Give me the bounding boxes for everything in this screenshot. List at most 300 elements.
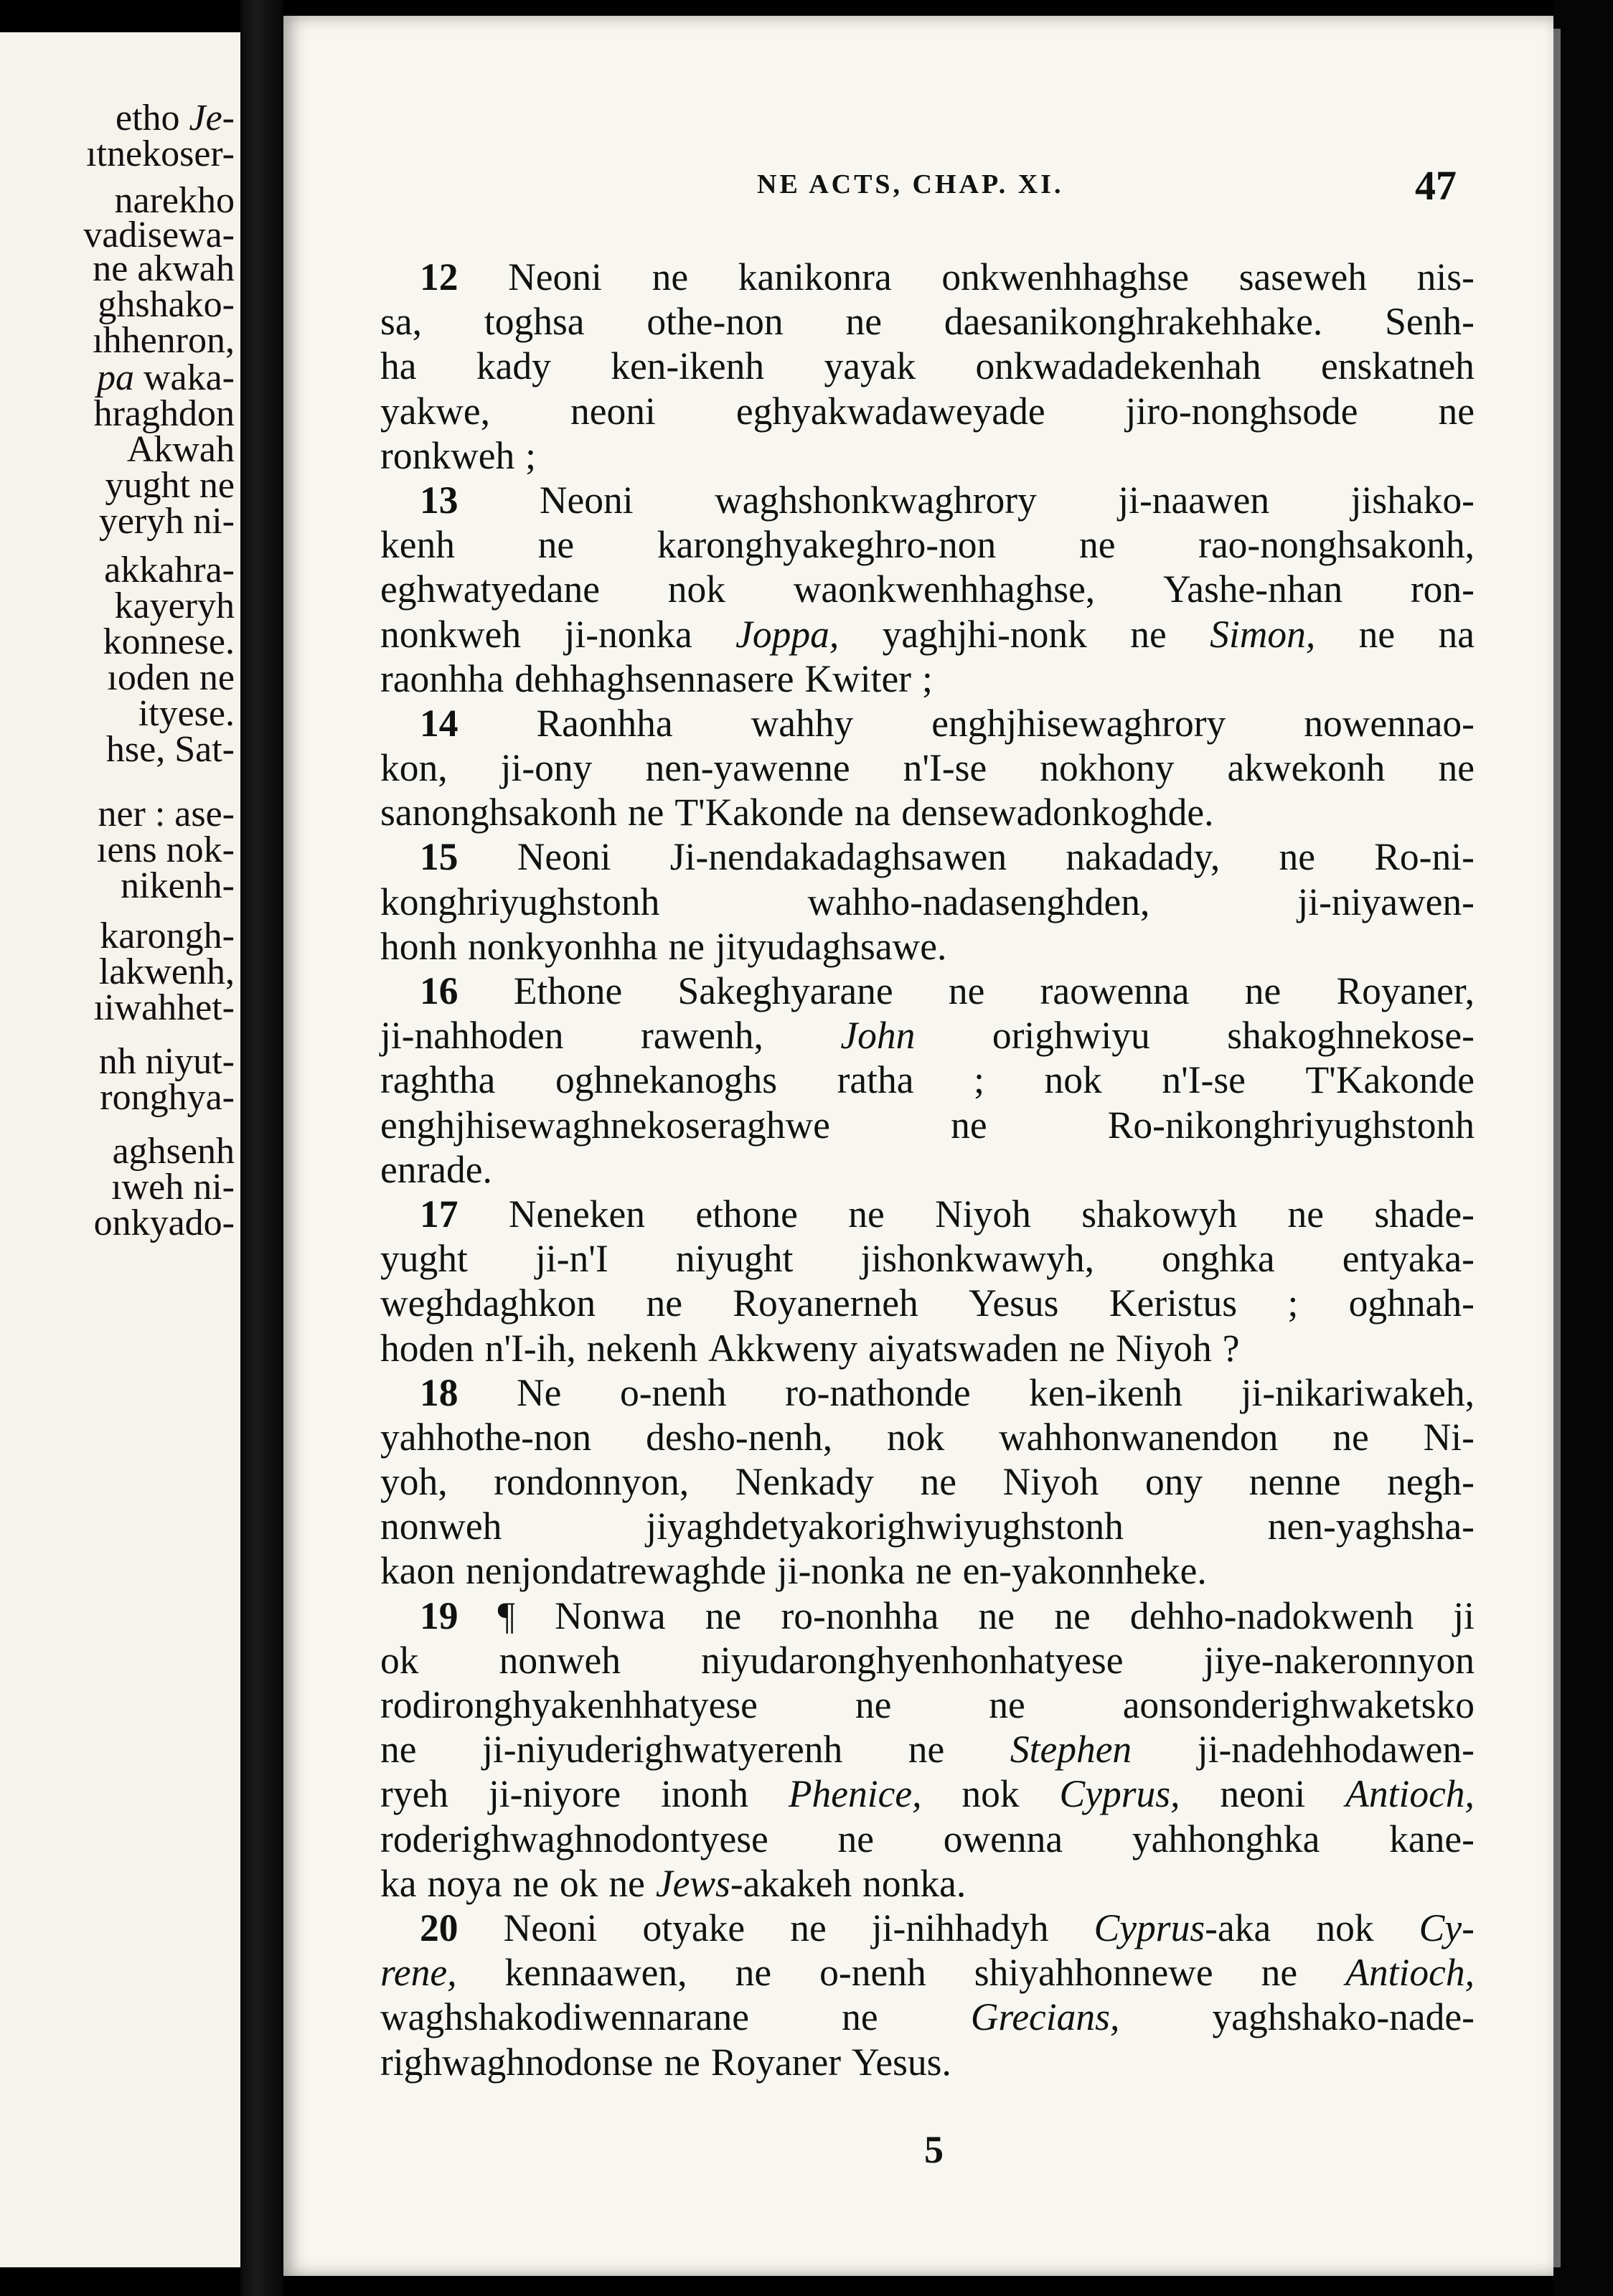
word: onghka (1162, 1237, 1275, 1281)
word: Neoni (508, 255, 602, 298)
word: ne (1244, 969, 1282, 1012)
word: wahhonwanendon (999, 1415, 1279, 1459)
word: Sakeghyarane (677, 969, 893, 1012)
word: dehhaghsennasere (514, 657, 794, 700)
word: nonkweh (380, 612, 522, 656)
word: densewadonkoghde. (901, 791, 1214, 834)
left-page-fragment: konnese. (103, 621, 235, 662)
word: ne (1438, 389, 1475, 433)
text-line (380, 834, 1475, 879)
word: enrade. (380, 1147, 492, 1191)
word: jityudaghsawe. (715, 924, 947, 968)
left-page-fragment: lakwenh, (98, 951, 235, 992)
word: ne (1068, 1326, 1106, 1370)
word: ji-naawen (1118, 478, 1270, 522)
word: ne (1438, 746, 1475, 790)
word: nonweh (499, 1638, 621, 1682)
word: nenjondatrewaghde (465, 1549, 766, 1593)
word: ji-niyore (488, 1772, 621, 1816)
text-line (380, 1861, 1475, 1906)
word: Royaner, (1336, 969, 1475, 1012)
word: ne (948, 969, 985, 1012)
word: othe-non (646, 300, 784, 344)
text-line (380, 389, 1475, 433)
word: shakowyh (1081, 1192, 1238, 1236)
left-page-fragment: ityese. (138, 693, 235, 734)
text-line (380, 1281, 1475, 1325)
word: ji-nahhoden (380, 1014, 564, 1058)
word: ne (845, 300, 882, 344)
word: niyught (675, 1237, 794, 1281)
left-page-fragment: hse, Sat- (105, 729, 235, 770)
word: raonhha (380, 657, 504, 700)
text-line (380, 1370, 1475, 1415)
word: weghdaghkon (380, 1281, 596, 1325)
word: Senh- (1385, 300, 1475, 344)
word: wahhy (751, 701, 854, 745)
page-edge (1553, 0, 1613, 2296)
word: waonkwenhhaghse, (793, 568, 1096, 611)
word: ne (1358, 612, 1396, 656)
word: sa, (380, 300, 422, 344)
word: owenna (943, 1817, 1063, 1860)
word: kon, (380, 746, 448, 790)
word: Royanerneh (733, 1281, 918, 1325)
word: niyudaronghyenhonhatyese (701, 1638, 1124, 1682)
word: jiyaghdetyakorighwiyughstonh (646, 1505, 1124, 1548)
word: Keristus (1109, 1281, 1238, 1325)
word: Cy- (1419, 1906, 1475, 1949)
left-page-fragment: yeryh ni- (98, 501, 235, 542)
text-line (380, 567, 1475, 611)
word: ? (1222, 1326, 1240, 1370)
word: ratha (837, 1058, 914, 1102)
word: Phenice, (788, 1772, 922, 1816)
text-line (380, 344, 1475, 388)
word: yoh, (380, 1460, 448, 1504)
text-line (380, 1950, 1475, 1995)
word: kane- (1389, 1817, 1475, 1860)
word: jishako- (1350, 478, 1475, 522)
word: Antioch, (1345, 1951, 1475, 1995)
word: ne (646, 1281, 682, 1325)
word: enghjhisewaghrory (931, 701, 1226, 745)
word: raghtha (380, 1058, 496, 1102)
left-page-fragment: ghshako- (98, 284, 235, 325)
word: kanikonra (738, 255, 892, 298)
word: rondonnyon, (494, 1460, 690, 1504)
word: ; (921, 657, 933, 700)
word: onkwenhhaghse (941, 255, 1190, 298)
left-page-fragment: ıhhenron, (93, 320, 235, 361)
word: nekenh (586, 1326, 698, 1370)
word: ok (559, 1861, 598, 1905)
word: neoni (570, 389, 656, 433)
word: na (854, 791, 891, 834)
text-line (380, 790, 1475, 834)
word: en-yakonnheke. (962, 1549, 1207, 1593)
left-page-fragment: ıweh ni- (111, 1167, 235, 1208)
word: ji-n'I (535, 1237, 608, 1281)
text-line (380, 880, 1475, 924)
left-page-fragment: narekho (114, 180, 235, 221)
word: yahhonghka (1132, 1817, 1320, 1860)
word: ne (837, 1817, 875, 1860)
text-line (380, 433, 1475, 478)
word: 17 (420, 1192, 458, 1236)
word: nok (1316, 1906, 1374, 1949)
word: ne (652, 255, 689, 298)
left-page-fragment: ıiwahhet- (93, 987, 235, 1028)
word: ne (1130, 612, 1167, 656)
word: 15 (420, 835, 458, 879)
word: shakoghnekose- (1227, 1014, 1475, 1058)
word: sanonghsakonh (380, 791, 617, 834)
word: ji-nihhadyh (871, 1906, 1049, 1949)
word: Cyprus, (1059, 1772, 1180, 1816)
text-line (380, 2040, 1475, 2084)
word: yaghjhi-nonk (882, 612, 1087, 656)
book-gutter (240, 0, 283, 2296)
text-line (380, 1548, 1475, 1593)
word: Joppa, (735, 612, 840, 656)
word: otyake (642, 1906, 746, 1949)
word: kady (476, 344, 551, 388)
word: 19 (420, 1594, 458, 1637)
word: shade- (1374, 1192, 1475, 1236)
word: negh- (1387, 1460, 1475, 1504)
word: 14 (420, 701, 458, 745)
left-page-fragment: karongh- (100, 916, 235, 956)
word: ne (978, 1594, 1015, 1637)
word: jishonkwawyh, (860, 1237, 1094, 1281)
word: ; (525, 433, 537, 477)
word: yayak (824, 344, 916, 388)
word: ron- (1410, 568, 1475, 611)
word: konghriyughstonh (380, 880, 660, 923)
word: rawenh, (641, 1014, 763, 1058)
word: aiyatswaden (868, 1326, 1058, 1370)
word: ne (735, 1951, 772, 1995)
left-page-fragment: nh niyut- (98, 1041, 235, 1082)
word: nen-yaghsha- (1267, 1505, 1475, 1548)
word: eghyakwadaweyade (735, 389, 1045, 433)
word: rodironghyakenhhatyese (380, 1683, 758, 1726)
left-page-fragment: etho Je- (115, 98, 235, 138)
word: ken-ikenh (1029, 1370, 1183, 1414)
word: ; (1287, 1281, 1299, 1325)
word: ne (668, 924, 705, 968)
text-line (380, 1103, 1475, 1147)
word: Ro-ni- (1374, 835, 1475, 879)
word: neoni (1220, 1772, 1306, 1816)
word: yaghshako-nade- (1212, 1995, 1475, 2039)
text-line (380, 255, 1475, 299)
word: Niyoh (1116, 1326, 1212, 1370)
word: nenne (1248, 1460, 1341, 1504)
word: nok (886, 1415, 945, 1459)
word: nonka. (862, 1861, 967, 1905)
word: nowennao- (1304, 701, 1475, 745)
word: ken-ikenh (611, 344, 765, 388)
word: ne (608, 1861, 645, 1905)
word: ro-nonhha (781, 1594, 939, 1637)
word: Antioch, (1345, 1772, 1475, 1816)
word: o-nenh (619, 1370, 727, 1414)
left-page-fragment: aghsenh (112, 1131, 235, 1172)
text-line (380, 657, 1475, 701)
signature-mark: 5 (924, 2128, 944, 2171)
word: ne (512, 1861, 549, 1905)
left-page-fragment: ıens nok- (96, 829, 235, 870)
word: Ethone (513, 969, 623, 1012)
word: ne (848, 1192, 885, 1236)
word: nen-yawenne (645, 746, 850, 790)
word: ka (380, 1861, 417, 1905)
word: ne (380, 1728, 417, 1772)
word: Neneken (508, 1192, 645, 1236)
text-line (380, 1147, 1475, 1192)
text-line (380, 1236, 1475, 1281)
word: 13 (420, 478, 458, 522)
word: Raonhha (536, 701, 673, 745)
text-line (380, 1192, 1475, 1236)
word: ji-nonka (564, 612, 692, 656)
text-line (380, 1594, 1475, 1638)
word: ne (916, 1549, 952, 1593)
word: Ne (517, 1370, 562, 1414)
word: shiyahhonnewe (974, 1951, 1213, 1995)
word: aonsonderighwaketsko (1122, 1683, 1475, 1726)
word: saseweh (1238, 255, 1367, 298)
page-number: 47 (1415, 162, 1457, 209)
left-page-fragment: Akwah (126, 429, 235, 470)
word: Neoni (517, 835, 611, 879)
word: T'Kakonde (674, 791, 844, 834)
word: ji (1453, 1594, 1475, 1637)
word: ne (1078, 523, 1116, 567)
word: ha (380, 344, 417, 388)
word: n'I-ih, (484, 1326, 576, 1370)
word: Nenkady (735, 1460, 874, 1504)
word: John (840, 1014, 916, 1058)
word: nonkyonhha (467, 924, 658, 968)
word: n'I-se (1162, 1058, 1246, 1102)
word: kennaawen, (504, 1951, 687, 1995)
left-page-fragment: ne akwah (93, 248, 235, 289)
word: ony (1144, 1460, 1203, 1504)
text-line (380, 745, 1475, 790)
word: ji-nikariwakeh, (1241, 1370, 1475, 1414)
word: ok (380, 1638, 419, 1682)
left-page-fragment: ıtnekoser- (86, 133, 235, 174)
word: raowenna (1040, 969, 1190, 1012)
word: ne (537, 523, 575, 567)
left-page-fragment: nikenh- (121, 865, 235, 906)
word: nok (961, 1772, 1020, 1816)
left-page-fragment: ner : ase- (98, 794, 235, 834)
left-page-fragment: akkahra- (104, 550, 235, 591)
word: ne (1054, 1594, 1091, 1637)
text-line (380, 478, 1475, 522)
word: enskatneh (1321, 344, 1475, 388)
word: ji-niyuderighwatyerenh (482, 1728, 843, 1772)
word: Yesus (969, 1281, 1059, 1325)
text-line (380, 612, 1475, 657)
word: Kwiter (804, 657, 911, 700)
text-line (380, 701, 1475, 745)
word: enghjhisewaghnekoseraghwe (380, 1103, 830, 1147)
word: hoden (380, 1326, 474, 1370)
word: ¶ (497, 1594, 515, 1637)
word: o-nenh (819, 1951, 926, 1995)
word: Royaner (710, 2040, 842, 2084)
word: yahhothe-non (380, 1415, 592, 1459)
text-line (380, 1013, 1475, 1058)
word: rene, (380, 1951, 457, 1995)
word: noya (427, 1861, 502, 1905)
word: inonh (661, 1772, 748, 1816)
word: kaon (380, 1549, 455, 1593)
word: nonweh (380, 1505, 502, 1548)
word: eghwatyedane (380, 568, 600, 611)
word: Ni- (1423, 1415, 1475, 1459)
word: 18 (420, 1370, 458, 1414)
word: ne (1279, 835, 1316, 879)
text-line (380, 1415, 1475, 1459)
word: Simon, (1210, 612, 1316, 656)
word: Jews-akakeh (655, 1861, 852, 1905)
word: Niyoh (935, 1192, 1031, 1236)
word: ne (1287, 1192, 1324, 1236)
word: ethone (695, 1192, 798, 1236)
left-page-fragment: yught ne (105, 465, 235, 506)
word: ji-ony (500, 746, 593, 790)
word: ; (974, 1058, 984, 1102)
word: Yesus. (852, 2040, 951, 2084)
word: Ji-nendakadaghsawen (669, 835, 1007, 879)
word: nok (1044, 1058, 1102, 1102)
word: honh (380, 924, 457, 968)
text-line (380, 1906, 1475, 1950)
page-edge-band (1553, 29, 1561, 2267)
left-page-fragment: onkyado- (93, 1203, 235, 1243)
word: T'Kakonde (1305, 1058, 1475, 1102)
text-line (380, 1817, 1475, 1861)
word: kenh (380, 523, 455, 567)
left-page-fragment: ıoden ne (107, 657, 235, 698)
text-line (380, 969, 1475, 1013)
text-line (380, 1326, 1475, 1370)
word: karonghyakeghro-non (657, 523, 997, 567)
word: Yashe-nhan (1162, 568, 1343, 611)
word: ro-nathonde (785, 1370, 971, 1414)
text-line (380, 1638, 1475, 1683)
word: nakadady, (1066, 835, 1221, 879)
word: roderighwaghnodontyese (380, 1817, 768, 1860)
word: wahho-nadasenghden, (807, 880, 1150, 923)
text-line (380, 1683, 1475, 1727)
word: ne (951, 1103, 987, 1147)
word: jiro-nonghsode (1125, 389, 1358, 433)
word: n'I-se (903, 746, 987, 790)
word: desho-nenh, (646, 1415, 833, 1459)
text-line (380, 1995, 1475, 2039)
word: ne (627, 791, 664, 834)
word: nis- (1416, 255, 1475, 298)
word: orighwiyu (992, 1014, 1150, 1058)
word: Niyoh (1002, 1460, 1099, 1504)
text-line (380, 1459, 1475, 1504)
word: waghshonkwaghrory (715, 478, 1037, 522)
word: ji-nadehhodawen- (1197, 1728, 1475, 1772)
word: onkwadadekenhah (975, 344, 1261, 388)
text-line (380, 1504, 1475, 1548)
word: Ro-nikonghriyughstonh (1107, 1103, 1475, 1147)
word: ne (1261, 1951, 1298, 1995)
word: entyaka- (1342, 1237, 1475, 1281)
word: ne (855, 1683, 892, 1726)
text-line (380, 1727, 1475, 1772)
left-page-fragment: hraghdon (93, 393, 235, 434)
left-page-fragment: kayeryh (114, 585, 235, 626)
word: Cyprus-aka (1094, 1906, 1271, 1949)
word: Neoni (539, 478, 634, 522)
word: akwekonh (1227, 746, 1386, 790)
word: Nonwa (555, 1594, 666, 1637)
word: yakwe, (380, 389, 491, 433)
left-page-fragment: pa waka- (96, 357, 235, 398)
word: ne (920, 1460, 956, 1504)
chapter-text (380, 255, 1475, 2084)
text-line (380, 522, 1475, 567)
text-line (380, 924, 1475, 969)
word: oghnah- (1348, 1281, 1475, 1325)
word: toghsa (484, 300, 585, 344)
text-line (380, 1772, 1475, 1816)
word: Grecians, (970, 1995, 1120, 2039)
word: nok (667, 568, 725, 611)
word: rao-nonghsakonh, (1198, 523, 1475, 567)
word: ne (842, 1995, 878, 2039)
text-line (380, 299, 1475, 344)
word: 20 (420, 1906, 458, 1949)
word: waghshakodiwennarane (380, 1995, 749, 2039)
word: ne (1332, 1415, 1369, 1459)
word: 12 (420, 255, 458, 298)
word: yught (380, 1237, 468, 1281)
word: 16 (420, 969, 458, 1012)
left-facing-page (0, 32, 240, 2267)
word: ne (790, 1906, 827, 1949)
word: na (1438, 612, 1475, 656)
word: dehho-nadokwenh (1129, 1594, 1414, 1637)
word: ji-nonka (776, 1549, 906, 1593)
word: nokhony (1040, 746, 1175, 790)
word: ne (908, 1728, 945, 1772)
word: oghnekanoghs (555, 1058, 778, 1102)
word: jiye-nakeronnyon (1203, 1638, 1475, 1682)
left-page-fragment: ronghya- (100, 1077, 235, 1118)
word: ryeh (380, 1772, 449, 1816)
text-line (380, 1058, 1475, 1102)
word: ji-niyawen- (1297, 880, 1475, 923)
word: ne (989, 1683, 1025, 1726)
left-page-fragment: vadisewa- (83, 215, 235, 255)
word: daesanikonghrakehhake. (944, 300, 1323, 344)
running-header: NE ACTS, CHAP. XI. (757, 169, 1064, 199)
word: ronkweh (380, 433, 515, 477)
